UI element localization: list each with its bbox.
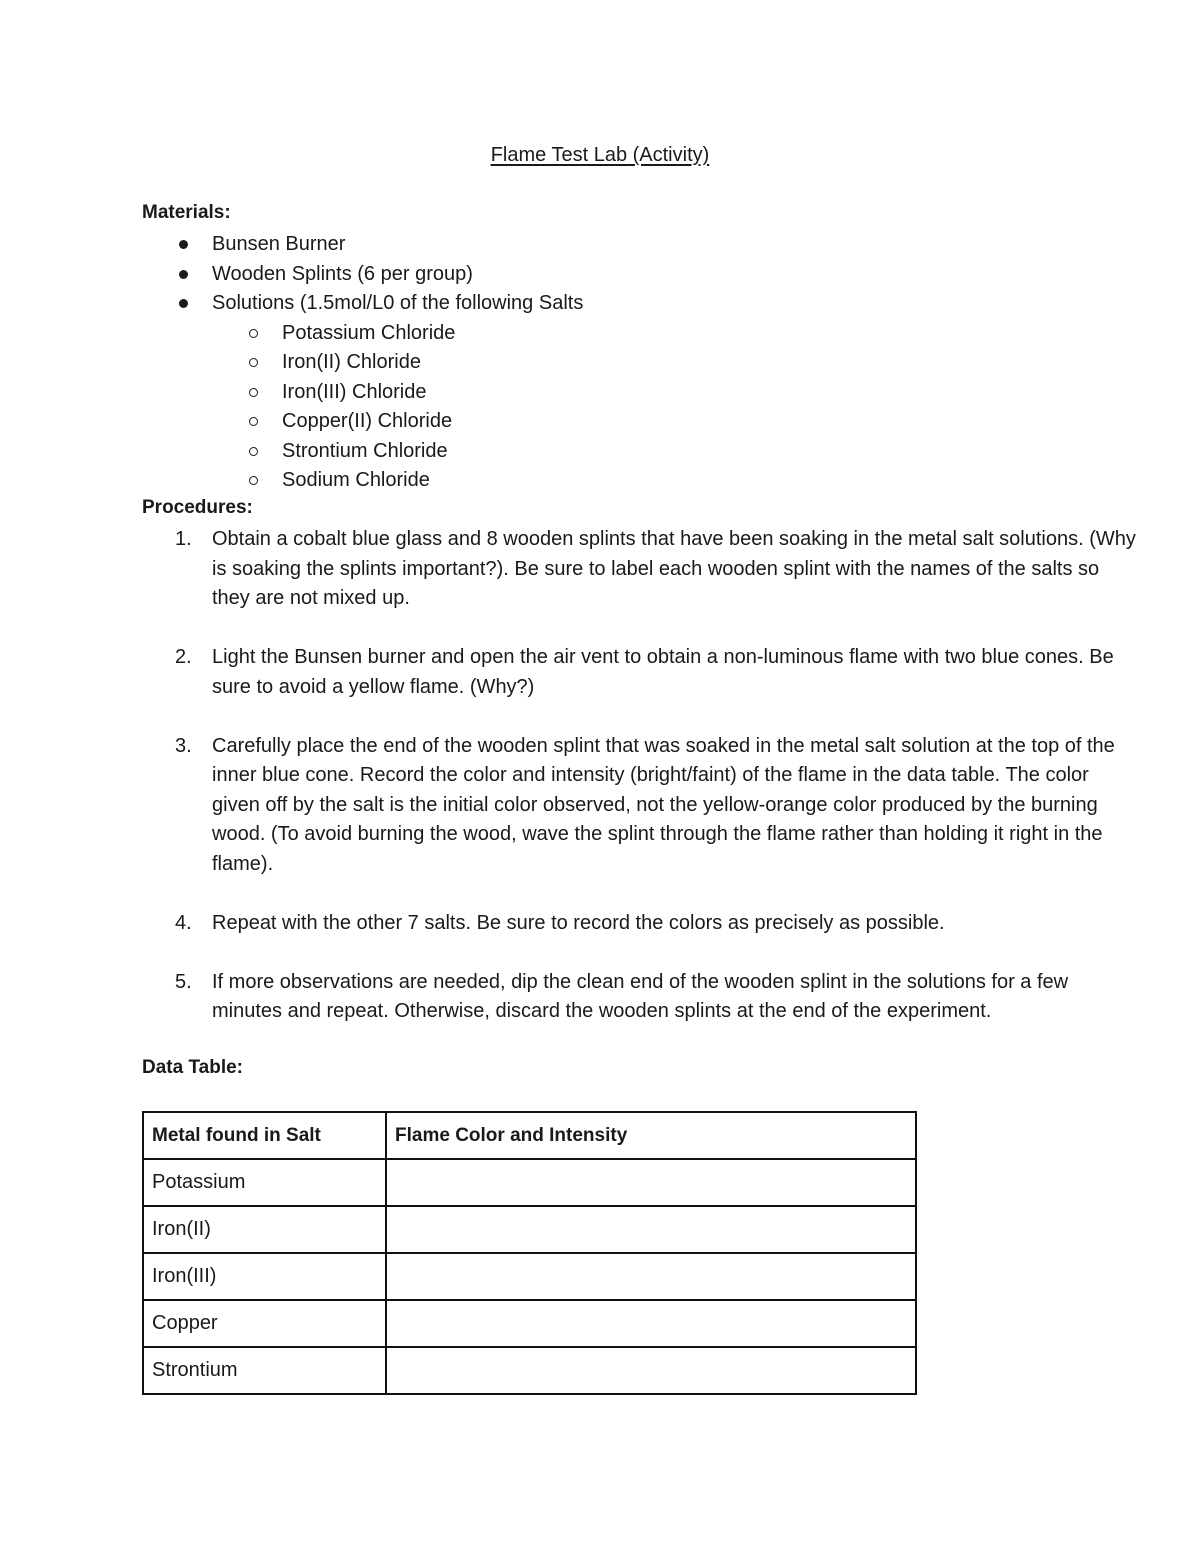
- procedure-step: [142, 732, 1142, 880]
- bullet-icon: [179, 240, 188, 249]
- sub-list-item: Iron(III) Chloride: [142, 378, 583, 408]
- procedure-step: [142, 643, 1142, 702]
- circle-bullet-icon: [249, 388, 258, 397]
- metal-cell: Strontium: [143, 1347, 386, 1394]
- table-row: [143, 1206, 916, 1253]
- step-text: If more observations are needed, dip the clean end of the wooden splint in the solutions for a few minutes and repeat. Otherwise, discard the wooden splints at the end of the experiment.: [212, 970, 1069, 1022]
- circle-bullet-icon: [249, 358, 258, 367]
- list-item: Wooden Splints (6 per group): [142, 260, 583, 290]
- data-table-heading: Data Table:: [142, 1057, 244, 1078]
- observation-cell[interactable]: [386, 1159, 916, 1206]
- table-row: [143, 1300, 916, 1347]
- table-row: [143, 1347, 916, 1394]
- observation-cell[interactable]: [386, 1253, 916, 1300]
- step-number: 3.: [175, 734, 192, 757]
- document-title: Flame Test Lab (Activity): [490, 144, 710, 166]
- step-text: Light the Bunsen burner and open the air vent to obtain a non-luminous flame with two blue cones. Be sure to avoid a yellow flame. (Why?): [212, 646, 1114, 698]
- step-text: Carefully place the end of the wooden splint that was soaked in the metal salt solution at the top of the inner blue cone. Record the color and intensity (bright/faint) of the flame in the data table. The color given off by the salt is the initial color observed, not the yellow-orange color produced by the burning wood. (To avoid burning the wood, wave the splint through the flame rather than holding it right in the flame).: [212, 734, 1115, 875]
- materials-heading: Materials:: [142, 202, 231, 223]
- circle-bullet-icon: [249, 417, 258, 426]
- bullet-icon: [179, 270, 188, 279]
- metal-cell: Potassium: [143, 1159, 386, 1206]
- procedure-step: [142, 968, 1142, 1027]
- sub-list-item: Strontium Chloride: [142, 437, 583, 467]
- step-text: Obtain a cobalt blue glass and 8 wooden splints that have been soaking in the metal salt solutions. (Why is soaking the splints important?). Be sure to label each wooden splint with the names of the salts so they are not mixed up.: [212, 528, 1136, 609]
- procedures-list: [142, 525, 1142, 1056]
- sub-list-item: Potassium Chloride: [142, 319, 583, 349]
- sub-list-item: Iron(II) Chloride: [142, 348, 583, 378]
- metal-cell: Iron(III): [143, 1253, 386, 1300]
- sub-list-item: Sodium Chloride: [142, 466, 583, 496]
- sub-list-item: Copper(II) Chloride: [142, 407, 583, 437]
- table-row: [143, 1159, 916, 1206]
- table-row: [143, 1253, 916, 1300]
- procedure-step: [142, 525, 1142, 614]
- materials-list: [142, 230, 583, 496]
- column-header-flame-color: Flame Color and Intensity: [386, 1112, 916, 1159]
- observation-cell[interactable]: [386, 1347, 916, 1394]
- table-header-row: [143, 1112, 916, 1159]
- observation-cell[interactable]: [386, 1206, 916, 1253]
- procedure-step: [142, 909, 1142, 939]
- step-number: 5.: [175, 970, 192, 993]
- step-number: 2.: [175, 646, 192, 668]
- circle-bullet-icon: [249, 447, 258, 456]
- observation-cell[interactable]: [386, 1300, 916, 1347]
- metal-cell: Iron(II): [143, 1206, 386, 1253]
- procedures-heading: Procedures:: [142, 497, 253, 518]
- list-item: Solutions (1.5mol/L0 of the following Salts: [142, 289, 583, 319]
- step-text: Repeat with the other 7 salts. Be sure to record the colors as precisely as possible.: [212, 911, 945, 934]
- step-number: 4.: [175, 911, 192, 934]
- column-header-metal: Metal found in Salt: [143, 1112, 386, 1159]
- list-item: Bunsen Burner: [142, 230, 583, 260]
- data-table: [142, 1111, 917, 1395]
- step-number: 1.: [175, 528, 192, 550]
- circle-bullet-icon: [249, 329, 258, 338]
- metal-cell: Copper: [143, 1300, 386, 1347]
- circle-bullet-icon: [249, 476, 258, 485]
- bullet-icon: [179, 299, 188, 308]
